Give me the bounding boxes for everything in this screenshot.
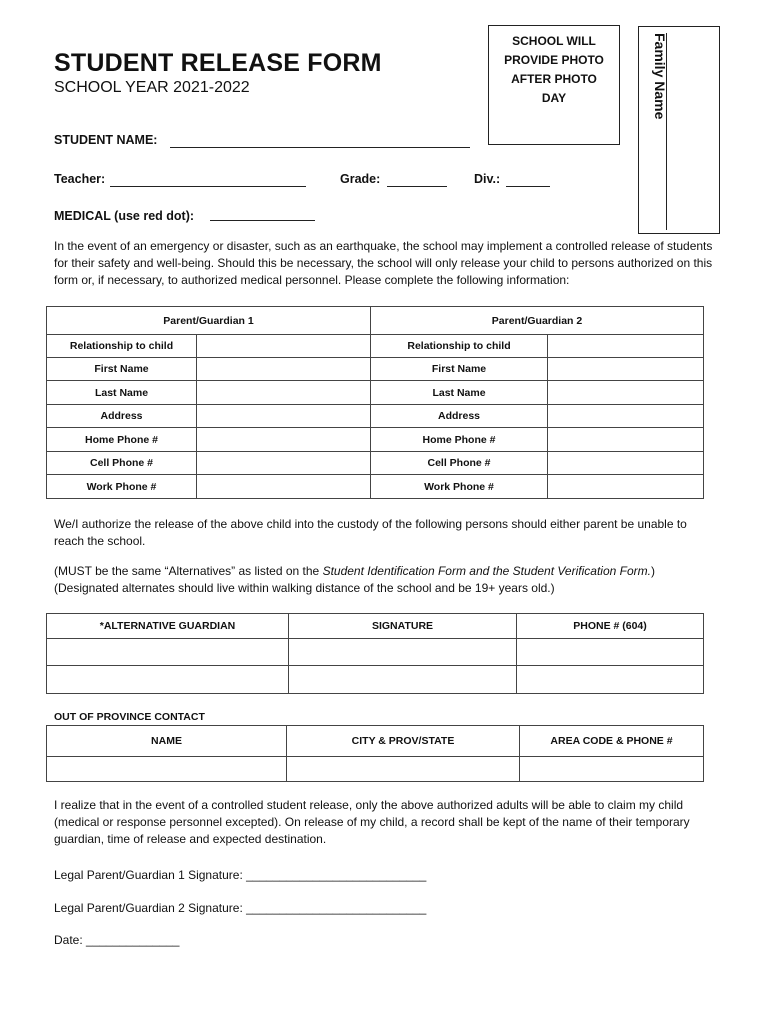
row-label: Last Name [47, 381, 197, 405]
parent2-signature-line[interactable]: Legal Parent/Guardian 2 Signature: ___________________________ [54, 901, 427, 915]
grade-field[interactable] [387, 172, 447, 187]
out-of-province-label: OUT OF PROVINCE CONTACT [54, 711, 205, 723]
guardian2-work-phone-cell[interactable] [548, 475, 704, 499]
city-prov-cell[interactable] [287, 757, 520, 782]
alt-guardian-header: *ALTERNATIVE GUARDIAN [47, 614, 289, 639]
guardian1-last-name-cell[interactable] [197, 381, 371, 405]
row-label: Work Phone # [371, 475, 548, 499]
table-header-row [47, 307, 704, 335]
medical-label: MEDICAL (use red dot): [54, 209, 195, 223]
table-row [47, 639, 704, 666]
guardian1-header: Parent/Guardian 1 [47, 307, 371, 335]
row-label: Home Phone # [371, 428, 548, 452]
parent1-signature-line[interactable]: Legal Parent/Guardian 1 Signature: ___________________________ [54, 868, 427, 882]
name-cell[interactable] [47, 757, 287, 782]
school-year: SCHOOL YEAR 2021-2022 [54, 79, 250, 96]
guardian-table [46, 306, 704, 499]
date-line[interactable]: Date: ______________ [54, 933, 180, 947]
signature-cell[interactable] [289, 639, 517, 666]
student-name-field[interactable] [170, 133, 470, 148]
table-row [47, 428, 704, 452]
row-label: Work Phone # [47, 475, 197, 499]
guardian1-first-name-cell[interactable] [197, 358, 371, 381]
phone-cell[interactable] [517, 666, 704, 694]
guardian1-home-phone-cell[interactable] [197, 428, 371, 452]
photo-placeholder-box [488, 25, 620, 145]
must-note [54, 563, 734, 597]
teacher-label: Teacher: [54, 172, 106, 186]
family-name-box [638, 26, 720, 234]
family-name-line[interactable] [666, 33, 667, 230]
must-note-suffix: ) [650, 564, 655, 578]
alt-guardian-cell[interactable] [47, 639, 289, 666]
authorize-paragraph: We/I authorize the release of the above child into the custody of the following persons should either parent be unable to reach the school. [54, 517, 687, 548]
must-note-prefix: (MUST be the same “Alternatives” as listed on the [54, 564, 323, 578]
guardian2-cell-phone-cell[interactable] [548, 452, 704, 475]
photo-note-line: PROVIDE PHOTO [504, 53, 604, 67]
phone-cell[interactable] [517, 639, 704, 666]
table-row [47, 381, 704, 405]
student-name-label: STUDENT NAME: [54, 133, 158, 147]
table-row [47, 666, 704, 694]
signature-header: SIGNATURE [289, 614, 517, 639]
out-of-province-table [46, 725, 704, 782]
family-name-label: Family Name [652, 33, 668, 120]
table-header-row [47, 614, 704, 639]
grade-label: Grade: [340, 172, 381, 186]
guardian2-address-cell[interactable] [548, 405, 704, 428]
row-label: Relationship to child [371, 335, 548, 358]
table-header-row [47, 726, 704, 757]
row-label: First Name [47, 358, 197, 381]
table-row [47, 405, 704, 428]
row-label: Home Phone # [47, 428, 197, 452]
row-label: Address [47, 405, 197, 428]
area-code-phone-cell[interactable] [520, 757, 704, 782]
guardian1-work-phone-cell[interactable] [197, 475, 371, 499]
closing-paragraph: I realize that in the event of a controlled student release, only the above authorized adults will be able to claim my child (medical or response personnel excepted). On release of my child, a record shall be kept of the name of their temporary guardian, time of release and expected destination. [54, 798, 690, 846]
table-row [47, 452, 704, 475]
must-note-line2: (Designated alternates should live within walking distance of the school and be 19+ years old.) [54, 581, 555, 595]
table-row [47, 757, 704, 782]
phone-header: PHONE # (604) [517, 614, 704, 639]
div-label: Div.: [474, 172, 501, 186]
photo-note-line: AFTER PHOTO [511, 72, 597, 86]
photo-note-line: SCHOOL WILL [512, 34, 596, 48]
guardian2-relationship-cell[interactable] [548, 335, 704, 358]
guardian2-first-name-cell[interactable] [548, 358, 704, 381]
guardian1-address-cell[interactable] [197, 405, 371, 428]
table-row [47, 475, 704, 499]
guardian2-home-phone-cell[interactable] [548, 428, 704, 452]
teacher-field[interactable] [110, 172, 306, 187]
form-title: STUDENT RELEASE FORM [54, 49, 382, 77]
guardian1-relationship-cell[interactable] [197, 335, 371, 358]
medical-field[interactable] [210, 206, 315, 221]
row-label: Address [371, 405, 548, 428]
must-note-forms: Student Identification Form and the Student Verification Form. [322, 564, 651, 578]
row-label: First Name [371, 358, 548, 381]
photo-note-line: DAY [541, 91, 567, 105]
row-label: Cell Phone # [371, 452, 548, 475]
alternative-guardian-table [46, 613, 704, 694]
row-label: Last Name [371, 381, 548, 405]
table-row [47, 335, 704, 358]
guardian2-last-name-cell[interactable] [548, 381, 704, 405]
guardian2-header: Parent/Guardian 2 [371, 307, 704, 335]
name-header: NAME [47, 726, 287, 757]
table-row [47, 358, 704, 381]
signature-cell[interactable] [289, 666, 517, 694]
row-label: Relationship to child [47, 335, 197, 358]
area-code-phone-header: AREA CODE & PHONE # [520, 726, 704, 757]
intro-paragraph: In the event of an emergency or disaster, such as an earthquake, the school may implement a controlled release of students for their safety and well-being. Should this be necessary, the school will only release your child to persons authorized on this form or, if necessary, to authorized medical personnel. Please complete the following information: [54, 239, 713, 287]
row-label: Cell Phone # [47, 452, 197, 475]
guardian1-cell-phone-cell[interactable] [197, 452, 371, 475]
city-prov-header: CITY & PROV/STATE [287, 726, 520, 757]
div-field[interactable] [506, 172, 550, 187]
alt-guardian-cell[interactable] [47, 666, 289, 694]
